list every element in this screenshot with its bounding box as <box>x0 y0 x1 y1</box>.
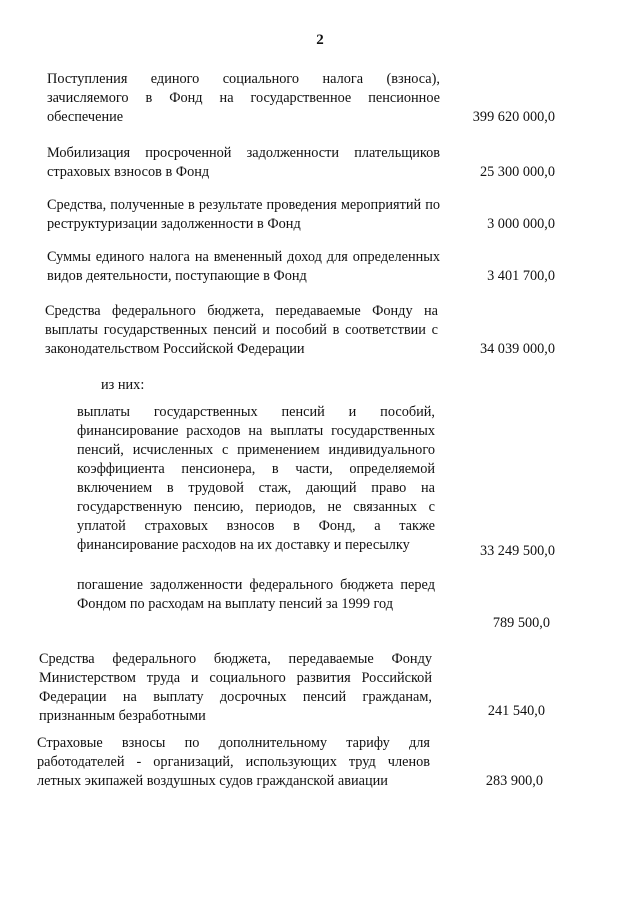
item-amount: 3 401 700,0 <box>487 268 555 284</box>
item-amount: 789 500,0 <box>492 615 550 631</box>
item-amount: 33 249 500,0 <box>479 543 555 559</box>
item-amount: 241 540,0 <box>487 703 545 719</box>
sub-item-text: погашение задолженности федерального бюджета перед Фондом по расходам на выплату пенсий за 1999 год <box>77 577 435 612</box>
item-amount: 399 620 000,0 <box>472 109 555 125</box>
item-text: Средства, полученные в результате проведения мероприятий по реструктуризации задолженности в Фонд <box>47 197 440 232</box>
item-amount: 3 000 000,0 <box>487 216 555 232</box>
item-text: Суммы единого налога на вмененный доход для определенных видов деятельности, поступающие в Фонд <box>47 249 440 284</box>
item-text: Поступления единого социального налога (взноса), зачисляемого в Фонд на государственное пенсионное обеспечение <box>47 71 440 125</box>
item-text: Страховые взносы по дополнительному тарифу для работодателей - организаций, использующих труд членов летных экипажей воздушных судов гражданской авиации <box>37 735 430 789</box>
item-amount: 283 900,0 <box>485 773 543 789</box>
subheading-of-which: из них: <box>101 377 145 393</box>
page-number: 2 <box>316 32 324 48</box>
item-amount: 34 039 000,0 <box>479 341 555 357</box>
item-text: Мобилизация просроченной задолженности плательщиков страховых взносов в Фонд <box>47 145 440 180</box>
item-text: Средства федерального бюджета, передаваемые Фонду Министерством труда и социального развития Российской Федерации на выплату досрочных пенсий гражданам, признанным безработными <box>39 651 432 724</box>
sub-item-text: выплаты государственных пенсий и пособий, финансирование расходов на выплаты государственных пенсий, исчисленных с применением индивидуального коэффициента пенсионера, в части, определяемой включением в трудовой стаж, дающий право на государственную пенсию, периодов, не связанных с уплатой страховых взносов в Фонд, а также финансирование расходов на их доставку и пересылку <box>77 404 435 553</box>
item-amount: 25 300 000,0 <box>479 164 555 180</box>
item-text: Средства федерального бюджета, передаваемые Фонду на выплаты государственных пенсий и пособий в соответствии с законодательством Российской Федерации <box>45 303 438 357</box>
